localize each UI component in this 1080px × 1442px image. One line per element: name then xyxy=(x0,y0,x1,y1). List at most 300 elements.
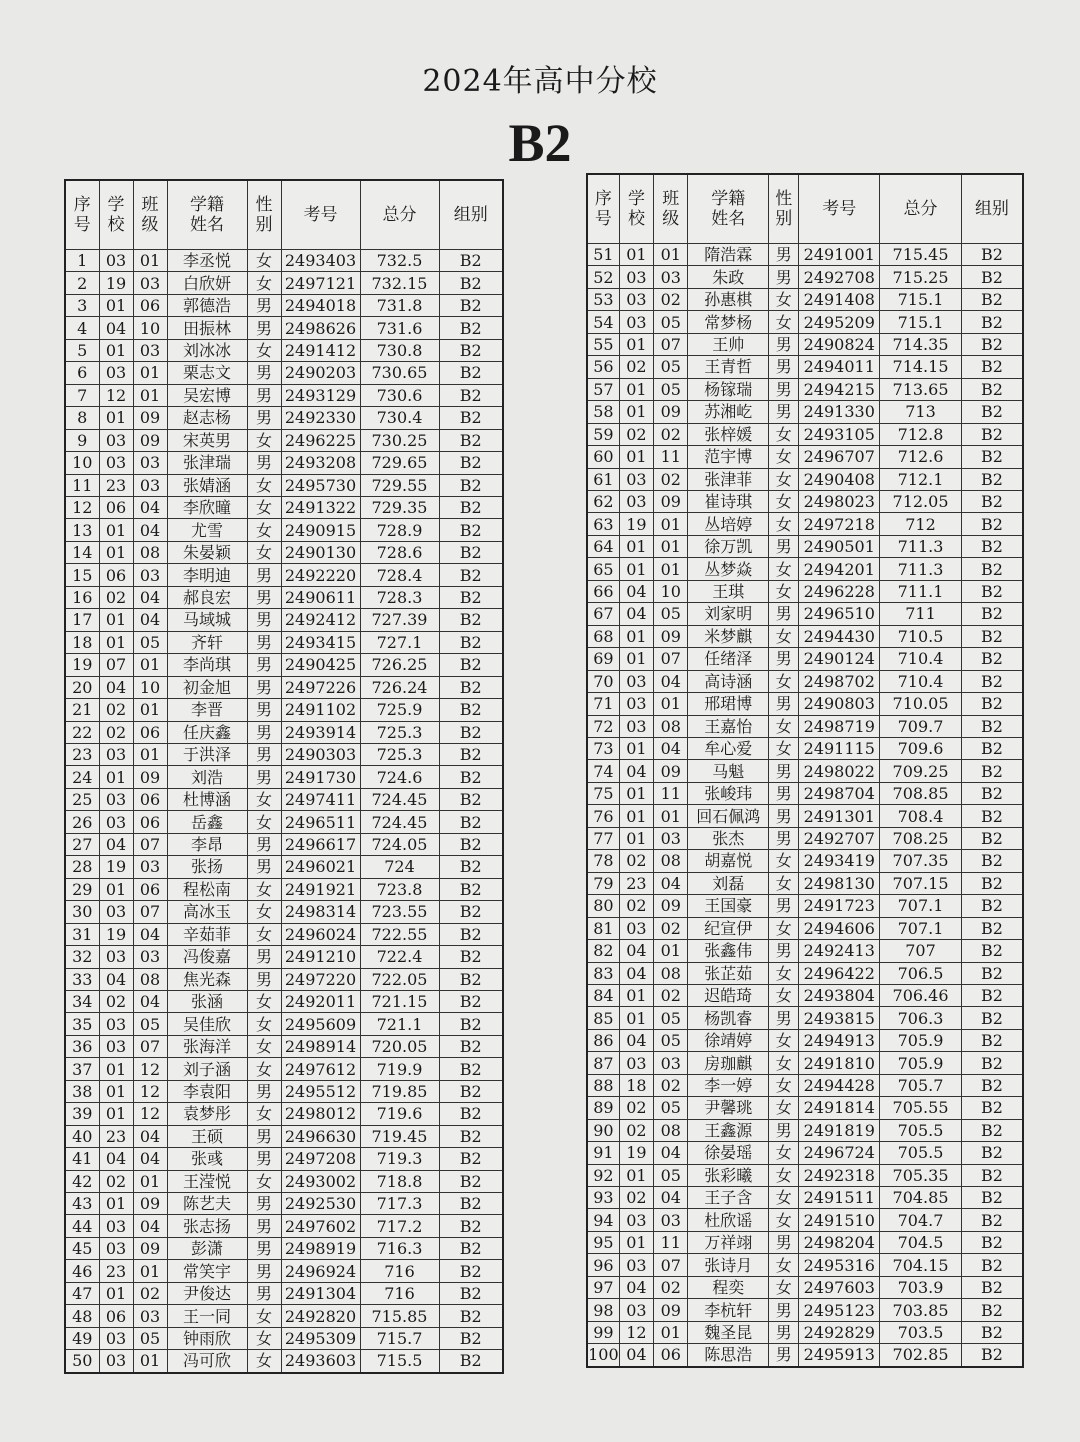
cell-name: 刘冰冰 xyxy=(167,339,247,361)
cell-exam-no: 2495730 xyxy=(281,474,360,496)
cell-exam-no: 2496724 xyxy=(799,1142,880,1164)
cell-seq: 96 xyxy=(587,1254,619,1276)
roster-table-left xyxy=(64,179,504,1374)
header-school: 学 校 xyxy=(619,174,653,244)
cell-sex: 女 xyxy=(769,1187,799,1209)
cell-group: B2 xyxy=(961,1231,1023,1253)
cell-sex: 女 xyxy=(769,311,799,333)
cell-seq: 44 xyxy=(65,1215,99,1237)
cell-score: 715.1 xyxy=(880,288,962,310)
cell-exam-no: 2495609 xyxy=(281,1013,360,1035)
cell-score: 717.3 xyxy=(360,1193,439,1215)
cell-seq: 87 xyxy=(587,1052,619,1074)
cell-seq: 46 xyxy=(65,1260,99,1282)
cell-name: 刘浩 xyxy=(167,766,247,788)
cell-name: 辛茹菲 xyxy=(167,923,247,945)
cell-sex: 女 xyxy=(247,1035,281,1057)
cell-exam-no: 2490611 xyxy=(281,586,360,608)
cell-school: 23 xyxy=(99,474,133,496)
cell-school: 01 xyxy=(619,446,653,468)
cell-score: 712.8 xyxy=(880,423,962,445)
cell-school: 19 xyxy=(99,923,133,945)
cell-seq: 63 xyxy=(587,513,619,535)
cell-school: 02 xyxy=(99,990,133,1012)
cell-sex: 男 xyxy=(247,968,281,990)
cell-seq: 13 xyxy=(65,519,99,541)
cell-exam-no: 2493208 xyxy=(281,452,360,474)
cell-school: 03 xyxy=(99,362,133,384)
cell-score: 716 xyxy=(360,1282,439,1304)
cell-score: 722.55 xyxy=(360,923,439,945)
cell-seq: 91 xyxy=(587,1142,619,1164)
cell-score: 715.5 xyxy=(360,1350,439,1373)
cell-group: B2 xyxy=(439,923,503,945)
cell-group: B2 xyxy=(439,1260,503,1282)
cell-group: B2 xyxy=(961,1052,1023,1074)
cell-seq: 11 xyxy=(65,474,99,496)
cell-exam-no: 2496021 xyxy=(281,856,360,878)
cell-group: B2 xyxy=(961,311,1023,333)
cell-name: 马魁 xyxy=(688,760,769,782)
cell-score: 712 xyxy=(880,513,962,535)
cell-class: 03 xyxy=(133,564,167,586)
cell-class: 12 xyxy=(133,1080,167,1102)
cell-group: B2 xyxy=(961,1029,1023,1051)
cell-school: 03 xyxy=(99,429,133,451)
cell-exam-no: 2494913 xyxy=(799,1029,880,1051)
cell-score: 713.65 xyxy=(880,378,962,400)
cell-class: 09 xyxy=(133,1193,167,1215)
cell-sex: 女 xyxy=(769,468,799,490)
cell-exam-no: 2498702 xyxy=(799,670,880,692)
cell-group: B2 xyxy=(439,743,503,765)
table-row xyxy=(587,648,1023,670)
cell-sex: 男 xyxy=(769,827,799,849)
cell-name: 焦光森 xyxy=(167,968,247,990)
table-row xyxy=(587,715,1023,737)
cell-seq: 68 xyxy=(587,625,619,647)
cell-name: 回石佩鸿 xyxy=(688,805,769,827)
cell-group: B2 xyxy=(439,1013,503,1035)
cell-group: B2 xyxy=(439,1103,503,1125)
cell-exam-no: 2490124 xyxy=(799,648,880,670)
cell-school: 01 xyxy=(99,609,133,631)
cell-sex: 女 xyxy=(769,1276,799,1298)
cell-group: B2 xyxy=(961,1187,1023,1209)
cell-score: 703.5 xyxy=(880,1321,962,1343)
cell-school: 01 xyxy=(619,558,653,580)
cell-class: 06 xyxy=(133,294,167,316)
table-row xyxy=(587,625,1023,647)
cell-sex: 女 xyxy=(247,429,281,451)
cell-exam-no: 2496225 xyxy=(281,429,360,451)
cell-class: 01 xyxy=(133,699,167,721)
cell-exam-no: 2495913 xyxy=(799,1344,880,1367)
cell-class: 04 xyxy=(133,1148,167,1170)
cell-sex: 男 xyxy=(769,693,799,715)
cell-school: 23 xyxy=(99,1125,133,1147)
cell-seq: 64 xyxy=(587,535,619,557)
cell-seq: 88 xyxy=(587,1074,619,1096)
cell-school: 02 xyxy=(619,423,653,445)
cell-seq: 23 xyxy=(65,743,99,765)
cell-group: B2 xyxy=(439,990,503,1012)
cell-school: 04 xyxy=(619,760,653,782)
cell-class: 09 xyxy=(133,1237,167,1259)
cell-exam-no: 2491330 xyxy=(799,401,880,423)
header-group: 组别 xyxy=(961,174,1023,244)
cell-sex: 女 xyxy=(247,990,281,1012)
cell-group: B2 xyxy=(961,288,1023,310)
cell-group: B2 xyxy=(439,878,503,900)
cell-sex: 女 xyxy=(247,1350,281,1373)
cell-school: 03 xyxy=(619,1052,653,1074)
cell-seq: 7 xyxy=(65,384,99,406)
cell-score: 707.15 xyxy=(880,872,962,894)
cell-school: 03 xyxy=(99,1035,133,1057)
cell-seq: 29 xyxy=(65,878,99,900)
cell-group: B2 xyxy=(961,468,1023,490)
cell-seq: 77 xyxy=(587,827,619,849)
table-row xyxy=(65,586,503,608)
cell-sex: 男 xyxy=(247,1282,281,1304)
cell-school: 04 xyxy=(99,676,133,698)
cell-group: B2 xyxy=(961,648,1023,670)
cell-group: B2 xyxy=(961,625,1023,647)
cell-score: 715.85 xyxy=(360,1305,439,1327)
cell-name: 徐靖婷 xyxy=(688,1029,769,1051)
header-name: 学籍 姓名 xyxy=(688,174,769,244)
cell-name: 白欣妍 xyxy=(167,272,247,294)
cell-class: 01 xyxy=(654,535,688,557)
cell-sex: 女 xyxy=(769,850,799,872)
cell-group: B2 xyxy=(961,244,1023,266)
cell-seq: 9 xyxy=(65,429,99,451)
cell-group: B2 xyxy=(439,1350,503,1373)
cell-sex: 男 xyxy=(247,317,281,339)
cell-score: 705.35 xyxy=(880,1164,962,1186)
cell-group: B2 xyxy=(439,1305,503,1327)
cell-sex: 男 xyxy=(769,1007,799,1029)
cell-group: B2 xyxy=(961,827,1023,849)
cell-sex: 男 xyxy=(247,407,281,429)
cell-class: 10 xyxy=(133,676,167,698)
cell-group: B2 xyxy=(961,378,1023,400)
cell-class: 11 xyxy=(654,446,688,468)
cell-seq: 22 xyxy=(65,721,99,743)
cell-score: 712.1 xyxy=(880,468,962,490)
cell-group: B2 xyxy=(961,333,1023,355)
cell-seq: 66 xyxy=(587,580,619,602)
cell-school: 04 xyxy=(619,1344,653,1367)
cell-school: 06 xyxy=(99,496,133,518)
cell-score: 711.3 xyxy=(880,535,962,557)
cell-class: 08 xyxy=(133,968,167,990)
cell-name: 李晋 xyxy=(167,699,247,721)
cell-class: 10 xyxy=(133,317,167,339)
cell-group: B2 xyxy=(961,872,1023,894)
cell-exam-no: 2493403 xyxy=(281,250,360,272)
table-row xyxy=(587,446,1023,468)
cell-class: 04 xyxy=(654,1142,688,1164)
cell-exam-no: 2497208 xyxy=(281,1148,360,1170)
cell-name: 王琪 xyxy=(688,580,769,602)
cell-seq: 65 xyxy=(587,558,619,580)
table-row xyxy=(587,693,1023,715)
cell-class: 05 xyxy=(654,1029,688,1051)
cell-score: 724.6 xyxy=(360,766,439,788)
table-row xyxy=(587,850,1023,872)
cell-score: 703.85 xyxy=(880,1299,962,1321)
cell-sex: 男 xyxy=(247,564,281,586)
cell-sex: 男 xyxy=(769,1231,799,1253)
cell-school: 01 xyxy=(99,541,133,563)
cell-seq: 99 xyxy=(587,1321,619,1343)
table-row xyxy=(65,496,503,518)
cell-seq: 39 xyxy=(65,1103,99,1125)
header-name: 学籍 姓名 xyxy=(167,180,247,250)
cell-score: 732.15 xyxy=(360,272,439,294)
cell-class: 04 xyxy=(133,1125,167,1147)
cell-seq: 31 xyxy=(65,923,99,945)
cell-name: 房珈麒 xyxy=(688,1052,769,1074)
cell-exam-no: 2490803 xyxy=(799,693,880,715)
cell-group: B2 xyxy=(961,423,1023,445)
cell-group: B2 xyxy=(439,1058,503,1080)
cell-class: 04 xyxy=(654,670,688,692)
cell-score: 731.8 xyxy=(360,294,439,316)
table-row xyxy=(587,1007,1023,1029)
cell-score: 709.6 xyxy=(880,737,962,759)
cell-exam-no: 2491921 xyxy=(281,878,360,900)
cell-exam-no: 2496510 xyxy=(799,603,880,625)
cell-sex: 男 xyxy=(769,266,799,288)
table-row xyxy=(587,984,1023,1006)
cell-seq: 95 xyxy=(587,1231,619,1253)
cell-class: 04 xyxy=(133,519,167,541)
cell-school: 03 xyxy=(99,743,133,765)
cell-school: 04 xyxy=(619,1029,653,1051)
table-row xyxy=(587,1254,1023,1276)
cell-score: 705.55 xyxy=(880,1097,962,1119)
cell-exam-no: 2492820 xyxy=(281,1305,360,1327)
cell-school: 18 xyxy=(619,1074,653,1096)
cell-seq: 43 xyxy=(65,1193,99,1215)
cell-group: B2 xyxy=(961,737,1023,759)
cell-exam-no: 2493419 xyxy=(799,850,880,872)
cell-school: 04 xyxy=(619,580,653,602)
cell-name: 尹俊达 xyxy=(167,1282,247,1304)
cell-seq: 74 xyxy=(587,760,619,782)
cell-exam-no: 2492220 xyxy=(281,564,360,586)
cell-name: 尹馨珧 xyxy=(688,1097,769,1119)
cell-sex: 男 xyxy=(769,940,799,962)
cell-name: 王帅 xyxy=(688,333,769,355)
cell-school: 01 xyxy=(619,244,653,266)
table-row xyxy=(65,1103,503,1125)
cell-school: 06 xyxy=(99,1305,133,1327)
cell-sex: 女 xyxy=(769,1029,799,1051)
cell-school: 04 xyxy=(619,1276,653,1298)
cell-exam-no: 2491819 xyxy=(799,1119,880,1141)
cell-sex: 女 xyxy=(769,558,799,580)
cell-score: 730.8 xyxy=(360,339,439,361)
cell-name: 吴佳欣 xyxy=(167,1013,247,1035)
cell-score: 719.9 xyxy=(360,1058,439,1080)
cell-sex: 男 xyxy=(247,609,281,631)
cell-score: 719.3 xyxy=(360,1148,439,1170)
cell-seq: 35 xyxy=(65,1013,99,1035)
cell-score: 724.45 xyxy=(360,811,439,833)
table-row xyxy=(65,564,503,586)
table-row xyxy=(587,917,1023,939)
cell-sex: 女 xyxy=(769,580,799,602)
cell-group: B2 xyxy=(961,1344,1023,1367)
cell-class: 04 xyxy=(133,586,167,608)
header-score: 总分 xyxy=(880,174,962,244)
cell-sex: 男 xyxy=(769,603,799,625)
cell-sex: 女 xyxy=(247,339,281,361)
cell-group: B2 xyxy=(439,272,503,294)
cell-sex: 女 xyxy=(769,984,799,1006)
cell-score: 707 xyxy=(880,940,962,962)
cell-name: 李昂 xyxy=(167,833,247,855)
cell-school: 01 xyxy=(619,333,653,355)
cell-group: B2 xyxy=(439,811,503,833)
cell-group: B2 xyxy=(439,250,503,272)
cell-name: 张涵 xyxy=(167,990,247,1012)
cell-exam-no: 2491001 xyxy=(799,244,880,266)
cell-school: 02 xyxy=(619,1119,653,1141)
cell-name: 邢珺博 xyxy=(688,693,769,715)
table-row xyxy=(65,519,503,541)
cell-name: 崔诗琪 xyxy=(688,490,769,512)
cell-school: 03 xyxy=(99,1013,133,1035)
cell-class: 06 xyxy=(133,721,167,743)
cell-school: 01 xyxy=(99,407,133,429)
cell-exam-no: 2498704 xyxy=(799,782,880,804)
cell-class: 01 xyxy=(654,805,688,827)
cell-group: B2 xyxy=(439,1193,503,1215)
cell-name: 高冰玉 xyxy=(167,901,247,923)
cell-name: 郝良宏 xyxy=(167,586,247,608)
table-row xyxy=(65,631,503,653)
cell-seq: 50 xyxy=(65,1350,99,1373)
cell-name: 冯可欣 xyxy=(167,1350,247,1373)
cell-score: 710.4 xyxy=(880,670,962,692)
cell-score: 709.25 xyxy=(880,760,962,782)
cell-score: 730.25 xyxy=(360,429,439,451)
cell-name: 杜欣谣 xyxy=(688,1209,769,1231)
cell-name: 李欣曈 xyxy=(167,496,247,518)
cell-name: 牟心爱 xyxy=(688,737,769,759)
cell-score: 710.05 xyxy=(880,693,962,715)
cell-school: 01 xyxy=(99,878,133,900)
cell-name: 王硕 xyxy=(167,1125,247,1147)
table-row xyxy=(65,968,503,990)
cell-name: 王鑫源 xyxy=(688,1119,769,1141)
cell-exam-no: 2494215 xyxy=(799,378,880,400)
cell-seq: 59 xyxy=(587,423,619,445)
cell-score: 705.5 xyxy=(880,1142,962,1164)
cell-sex: 男 xyxy=(769,1119,799,1141)
table-row xyxy=(587,962,1023,984)
cell-class: 09 xyxy=(654,760,688,782)
cell-school: 12 xyxy=(619,1321,653,1343)
cell-score: 710.4 xyxy=(880,648,962,670)
cell-exam-no: 2497411 xyxy=(281,788,360,810)
cell-school: 04 xyxy=(619,603,653,625)
cell-seq: 57 xyxy=(587,378,619,400)
cell-name: 彭潇 xyxy=(167,1237,247,1259)
table-row xyxy=(65,1327,503,1349)
cell-exam-no: 2497226 xyxy=(281,676,360,698)
cell-exam-no: 2492829 xyxy=(799,1321,880,1343)
cell-seq: 54 xyxy=(587,311,619,333)
cell-sex: 男 xyxy=(247,384,281,406)
table-row xyxy=(65,250,503,272)
cell-school: 01 xyxy=(99,1103,133,1125)
cell-exam-no: 2498012 xyxy=(281,1103,360,1125)
cell-seq: 72 xyxy=(587,715,619,737)
cell-name: 隋浩霖 xyxy=(688,244,769,266)
cell-seq: 69 xyxy=(587,648,619,670)
table-row xyxy=(65,833,503,855)
table-row xyxy=(65,1305,503,1327)
table-row xyxy=(587,895,1023,917)
cell-name: 迟皓琦 xyxy=(688,984,769,1006)
table-row xyxy=(65,676,503,698)
table-row xyxy=(587,940,1023,962)
cell-class: 09 xyxy=(654,490,688,512)
cell-seq: 6 xyxy=(65,362,99,384)
table-header-row xyxy=(65,180,503,250)
cell-name: 张鑫伟 xyxy=(688,940,769,962)
cell-class: 02 xyxy=(654,468,688,490)
cell-sex: 男 xyxy=(769,1344,799,1367)
header-school: 学 校 xyxy=(99,180,133,250)
cell-name: 徐万凯 xyxy=(688,535,769,557)
cell-exam-no: 2494011 xyxy=(799,356,880,378)
cell-sex: 男 xyxy=(769,782,799,804)
cell-sex: 男 xyxy=(247,1237,281,1259)
cell-school: 01 xyxy=(619,1007,653,1029)
table-row xyxy=(587,1097,1023,1119)
cell-exam-no: 2496924 xyxy=(281,1260,360,1282)
cell-school: 03 xyxy=(99,811,133,833)
cell-school: 23 xyxy=(619,872,653,894)
cell-group: B2 xyxy=(961,1007,1023,1029)
cell-exam-no: 2490303 xyxy=(281,743,360,765)
cell-school: 01 xyxy=(99,766,133,788)
cell-sex: 男 xyxy=(769,805,799,827)
cell-group: B2 xyxy=(439,1035,503,1057)
cell-name: 王嘉怡 xyxy=(688,715,769,737)
table-row xyxy=(65,407,503,429)
cell-group: B2 xyxy=(961,1097,1023,1119)
cell-class: 03 xyxy=(133,1305,167,1327)
cell-sex: 女 xyxy=(247,272,281,294)
cell-school: 19 xyxy=(99,856,133,878)
cell-school: 03 xyxy=(619,1209,653,1231)
cell-sex: 女 xyxy=(769,715,799,737)
cell-seq: 51 xyxy=(587,244,619,266)
cell-class: 04 xyxy=(133,990,167,1012)
cell-score: 729.65 xyxy=(360,452,439,474)
cell-score: 708.25 xyxy=(880,827,962,849)
cell-school: 07 xyxy=(99,654,133,676)
cell-score: 714.35 xyxy=(880,333,962,355)
